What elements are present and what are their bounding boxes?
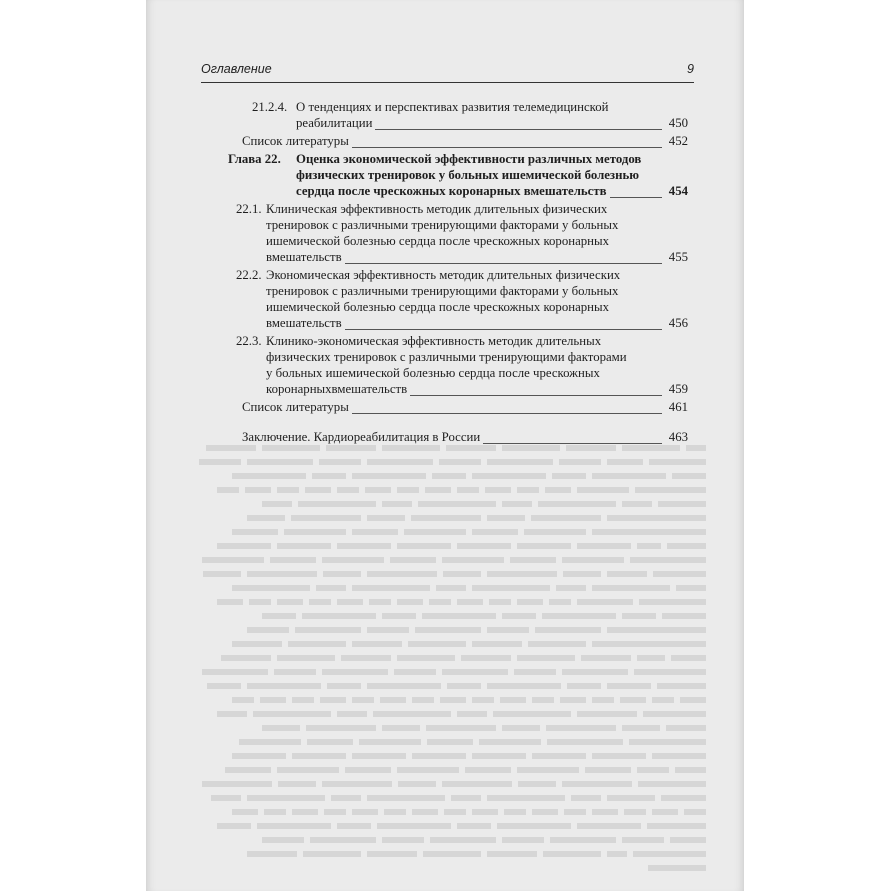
toc-entry-line: коронарныхвмешательств <box>266 382 408 396</box>
toc-entry-line: у больных ишемической болезнью сердца после чрескожных <box>266 366 600 380</box>
toc-entry-line: физических тренировок у больных ишемической болезнью <box>296 168 639 182</box>
toc-leader-line <box>410 395 662 396</box>
toc-leader-line <box>345 329 662 330</box>
toc-entry-line: О тенденциях и перспективах развития телемедицинской <box>296 100 609 114</box>
toc-entry-line: Список литературы <box>242 400 349 414</box>
toc-entry[interactable] <box>228 333 688 397</box>
toc-entry-line: тренировок с различными тренирующими факторами у больных <box>266 284 619 298</box>
toc-gap <box>228 417 688 429</box>
toc-leader-line <box>345 263 662 264</box>
toc-entry-line: вмешательств <box>266 316 342 330</box>
toc-leader-line <box>352 413 662 414</box>
toc-page-ref: 450 <box>668 116 688 130</box>
toc-page-ref: 459 <box>668 382 688 396</box>
toc-entry[interactable] <box>228 99 688 131</box>
toc-entry-line: Оценка экономической эффективности различных методов <box>296 152 642 166</box>
toc-entry-line: Клинико-экономическая эффективность методик длительных <box>266 334 602 348</box>
toc-entry[interactable] <box>228 201 688 265</box>
toc-page-ref: 452 <box>668 134 688 148</box>
book-page <box>146 0 744 891</box>
toc-entry-line: физических тренировок с различными тренирующими факторами <box>266 350 627 364</box>
toc-page-ref: 463 <box>668 430 688 444</box>
toc-entry-number: Глава 22. <box>228 152 281 166</box>
toc-leader-line <box>352 147 662 148</box>
toc-entry-line: сердца после чрескожных коронарных вмешательств <box>296 184 607 198</box>
toc-entry-line: Список литературы <box>242 134 349 148</box>
running-head-title: Оглавление <box>201 62 272 76</box>
page-number: 9 <box>687 62 694 76</box>
toc-entry-line: Заключение. Кардиореабилитация в России <box>242 430 481 444</box>
toc-entry-number: 22.3. <box>236 334 262 348</box>
toc-entry[interactable] <box>228 267 688 331</box>
toc-entry-number: 21.2.4. <box>252 100 288 114</box>
bleed-through-texture <box>186 440 706 860</box>
toc-entry-number: 22.1. <box>236 202 262 216</box>
toc-page-ref: 454 <box>668 184 688 198</box>
toc-page-ref: 455 <box>668 250 688 264</box>
toc-leader-line <box>375 129 662 130</box>
toc-entry[interactable] <box>228 151 688 199</box>
toc-entry[interactable] <box>228 133 688 149</box>
table-of-contents <box>228 99 688 447</box>
toc-entry-line: ишемической болезнью сердца после чрескожных коронарных <box>266 300 609 314</box>
running-head <box>201 60 694 80</box>
toc-page-ref: 461 <box>668 400 688 414</box>
toc-entry-number: 22.2. <box>236 268 262 282</box>
toc-leader-line <box>610 197 662 198</box>
toc-entry-line: Клиническая эффективность методик длительных физических <box>266 202 608 216</box>
toc-entry[interactable] <box>228 399 688 415</box>
toc-entry-line: ишемической болезнью сердца после чрескожных коронарных <box>266 234 609 248</box>
header-rule <box>201 82 694 83</box>
toc-entry-line: Экономическая эффективность методик длительных физических <box>266 268 621 282</box>
toc-entry-line: реабилитации <box>296 116 373 130</box>
toc-entry-line: тренировок с различными тренирующими факторами у больных <box>266 218 619 232</box>
toc-entry-line: вмешательств <box>266 250 342 264</box>
toc-page-ref: 456 <box>668 316 688 330</box>
